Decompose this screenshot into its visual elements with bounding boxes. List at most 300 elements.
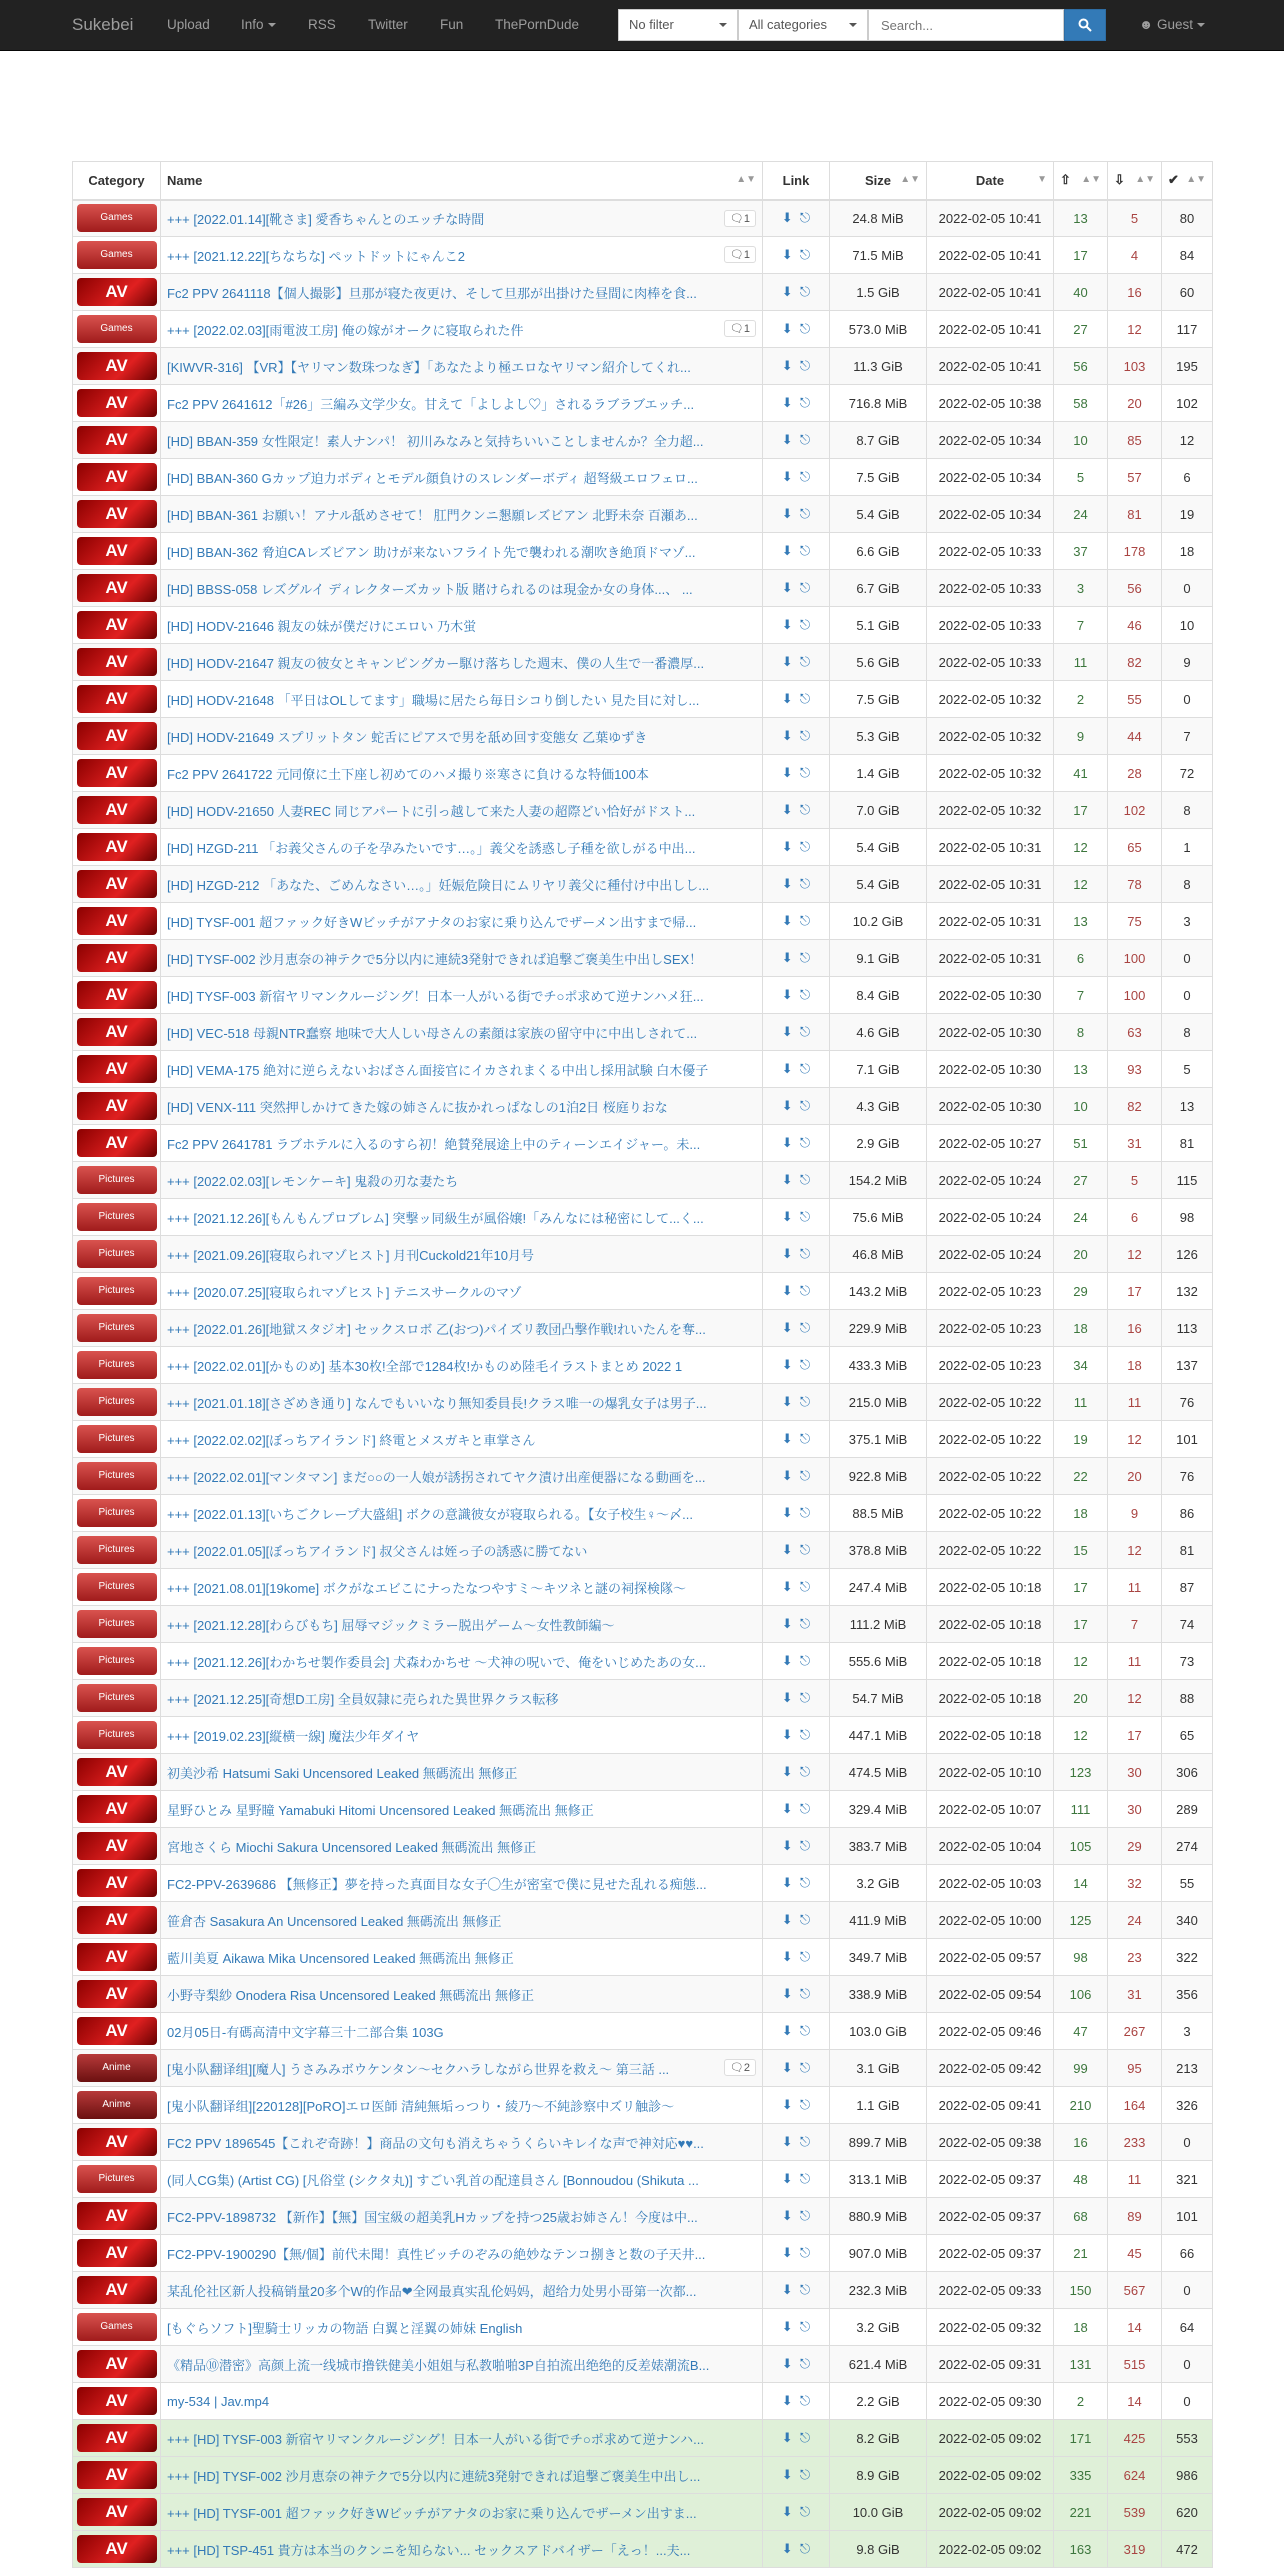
download-icon[interactable]: ⬇: [781, 1246, 793, 1261]
download-icon[interactable]: ⬇: [781, 580, 793, 595]
category-badge[interactable]: AV: [77, 1869, 157, 1897]
magnet-icon[interactable]: ⎋: [799, 2023, 811, 2038]
magnet-icon[interactable]: ⎋: [799, 950, 811, 965]
torrent-title-link[interactable]: my-534 | Jav.mp4: [167, 2393, 270, 2409]
magnet-icon[interactable]: ⎋: [799, 543, 811, 558]
category-badge[interactable]: AV: [77, 1092, 157, 1120]
download-icon[interactable]: ⬇: [781, 247, 793, 262]
category-badge[interactable]: Pictures: [77, 1462, 157, 1490]
category-badge[interactable]: Games: [77, 241, 157, 269]
category-badge[interactable]: Pictures: [77, 1351, 157, 1379]
torrent-title-link[interactable]: FC2 PPV 1896545【これぞ奇跡！】商品の文句も消えちゃうくらいキレイな声で神対応♥♥...: [167, 2135, 704, 2151]
download-icon[interactable]: ⬇: [781, 839, 793, 854]
download-icon[interactable]: ⬇: [781, 802, 793, 817]
category-badge[interactable]: AV: [77, 722, 157, 750]
download-icon[interactable]: ⬇: [781, 2393, 793, 2408]
category-badge[interactable]: Games: [77, 315, 157, 343]
magnet-icon[interactable]: ⎋: [799, 1838, 811, 1853]
magnet-icon[interactable]: ⎋: [799, 617, 811, 632]
category-badge[interactable]: AV: [77, 389, 157, 417]
torrent-title-link[interactable]: Fc2 PPV 2641118【個人撮影】旦那が寝た夜更け、そして旦那が出掛けた昼間に肉棒を食...: [167, 285, 697, 301]
category-badge[interactable]: AV: [77, 685, 157, 713]
category-badge[interactable]: Pictures: [77, 1277, 157, 1305]
torrent-title-link[interactable]: [もぐらソフト]聖騎士リッカの物語 白翼と淫翼の姉妹 English: [167, 2320, 523, 2336]
user-menu[interactable]: [1139, 17, 1205, 32]
magnet-icon[interactable]: ⎋: [799, 321, 811, 336]
completed-cell: 55: [1162, 1865, 1213, 1902]
download-icon[interactable]: ⬇: [781, 728, 793, 743]
magnet-icon[interactable]: ⎋: [799, 1468, 811, 1483]
nav-twitter[interactable]: Twitter: [368, 17, 408, 32]
torrent-title-link[interactable]: +++ [2021.01.18][さざめき通り] なんでもいいなり無知委員長!クラス唯一の爆乳女子は男子...: [167, 1395, 707, 1411]
torrent-title-link[interactable]: (同人CG集) (Artist CG) [凡俗堂 (シクタ丸)] すごい乳首の配達員さん [Bonnoudou (Shikuta ...: [167, 2172, 699, 2188]
download-icon[interactable]: ⬇: [781, 2245, 793, 2260]
torrent-title-link[interactable]: +++ [2022.01.26][地獄スタジオ] セックスロボ 乙(おつ)パイズリ教団凸撃作戦!れいたんを奪...: [167, 1321, 706, 1337]
header-leechers[interactable]: [1108, 162, 1162, 200]
category-badge[interactable]: Pictures: [77, 1203, 157, 1231]
table-row: [73, 348, 1213, 385]
torrent-title-link[interactable]: Fc2 PPV 2641722 元同僚に土下座し初めてのハメ撮り※寒さに負けるな特価100本: [167, 766, 649, 782]
download-icon[interactable]: ⬇: [781, 1838, 793, 1853]
download-icon[interactable]: ⬇: [781, 358, 793, 373]
torrent-title-link[interactable]: +++ [2022.01.13][いちごクレープ大盛組] ボクの意識彼女が寝取られる。【女子校生♀～〆...: [167, 1506, 693, 1522]
download-icon[interactable]: ⬇: [781, 1172, 793, 1187]
category-badge[interactable]: AV: [77, 648, 157, 676]
download-icon[interactable]: ⬇: [781, 1690, 793, 1705]
date-cell: 2022-02-05 10:27: [927, 1125, 1054, 1162]
category-badge[interactable]: AV: [77, 944, 157, 972]
download-icon[interactable]: ⬇: [781, 284, 793, 299]
magnet-icon[interactable]: ⎋: [799, 1616, 811, 1631]
category-badge[interactable]: Pictures: [77, 1314, 157, 1342]
filter-select[interactable]: [618, 9, 738, 41]
download-icon[interactable]: ⬇: [781, 1394, 793, 1409]
torrent-title-link[interactable]: +++ [2021.09.26][寝取られマゾヒスト] 月刊Cuckold21年10月号: [167, 1247, 535, 1263]
category-badge[interactable]: AV: [77, 870, 157, 898]
category-select[interactable]: [738, 9, 868, 41]
magnet-icon[interactable]: ⎋: [799, 1098, 811, 1113]
torrent-title-link[interactable]: 宮地さくら Miochi Sakura Uncensored Leaked 無碼流出 無修正: [167, 1839, 537, 1855]
torrent-title-link[interactable]: +++ [2021.12.26][わかちせ製作委員会] 犬森わかちせ ～犬神の呪いで、俺をいじめたあの女...: [167, 1654, 706, 1670]
torrent-title-link[interactable]: [HD] HODV-21646 親友の妹が僕だけにエロい 乃木蛍: [167, 618, 477, 634]
category-badge[interactable]: Games: [77, 204, 157, 232]
completed-cell: 0: [1162, 2383, 1213, 2420]
download-icon[interactable]: ⬇: [781, 1320, 793, 1335]
magnet-icon[interactable]: ⎋: [799, 2171, 811, 2186]
magnet-icon[interactable]: ⎋: [799, 1135, 811, 1150]
torrent-title-link[interactable]: +++ [HD] TYSF-003 新宿ヤリマンクルージング！日本一人がいる街でチ○ポ求めて逆ナンハ...: [167, 2431, 704, 2447]
torrent-title-link[interactable]: [HD] HODV-21648 「平日はOLしてます」職場に居たら毎日シコり倒したい 見た目に対し...: [167, 692, 700, 708]
download-icon[interactable]: ⬇: [781, 876, 793, 891]
category-badge[interactable]: Pictures: [77, 1573, 157, 1601]
category-cell: [73, 829, 161, 866]
download-icon[interactable]: ⬇: [781, 691, 793, 706]
category-badge[interactable]: AV: [77, 1906, 157, 1934]
download-icon[interactable]: ⬇: [781, 1727, 793, 1742]
torrent-title-link[interactable]: FC2-PPV-1898732 【新作】【無】国宝級の超美乳Hカップを持つ25歳お姉さん！今度は中...: [167, 2209, 698, 2225]
torrent-title-link[interactable]: 笹倉杏 Sasakura An Uncensored Leaked 無碼流出 無修正: [167, 1913, 502, 1929]
torrent-title-link[interactable]: +++ [2022.02.01][かものめ] 基本30枚!全部で1284枚!かものめ陸毛イラストまとめ 2022 1: [167, 1358, 683, 1374]
magnet-icon[interactable]: ⎋: [799, 1579, 811, 1594]
nav-info[interactable]: [241, 17, 276, 32]
download-icon[interactable]: ⬇: [781, 1949, 793, 1964]
magnet-icon[interactable]: ⎋: [799, 247, 811, 262]
nav-theporndude[interactable]: ThePornDude: [495, 17, 580, 32]
download-icon[interactable]: ⬇: [781, 1579, 793, 1594]
comments-badge[interactable]: [724, 246, 756, 263]
download-icon[interactable]: ⬇: [781, 2319, 793, 2334]
torrent-title-link[interactable]: [HD] HZGD-211 「お義父さんの子を孕みたいです…。」義父を誘惑し子種を欲しがる中出...: [167, 840, 696, 856]
category-cell: [73, 1051, 161, 1088]
torrent-title-link[interactable]: FC2-PPV-1900290【無/個】前代未聞！真性ビッチのぞみの絶妙なテンコ捌きと数の子天井...: [167, 2246, 706, 2262]
magnet-icon[interactable]: ⎋: [799, 2356, 811, 2371]
magnet-icon[interactable]: ⎋: [799, 210, 811, 226]
magnet-icon[interactable]: ⎋: [799, 1949, 811, 1964]
magnet-icon[interactable]: ⎋: [799, 987, 811, 1002]
magnet-icon[interactable]: ⎋: [799, 1542, 811, 1557]
category-badge[interactable]: Anime: [77, 2054, 157, 2082]
comments-count: 2: [743, 2062, 750, 2074]
leechers-cell: 63: [1108, 1014, 1162, 1051]
torrent-title-link[interactable]: +++ [2022.02.01][マンタマン] まだ○○の一人娘が誘拐されてヤク漬け出産便器になる動画を...: [167, 1469, 706, 1485]
torrent-title-link[interactable]: 小野寺梨紗 Onodera Risa Uncensored Leaked 無碼流出 無修正: [167, 1987, 535, 2003]
torrent-title-link[interactable]: [HD] BBAN-359 女性限定！素人ナンパ！ 初川みなみと気持ちいいことしませんか？全力超...: [167, 433, 704, 449]
category-badge[interactable]: AV: [77, 352, 157, 380]
category-badge[interactable]: AV: [77, 2239, 157, 2267]
download-icon[interactable]: ⬇: [781, 1912, 793, 1927]
download-icon[interactable]: ⬇: [781, 1505, 793, 1520]
brand-link[interactable]: Sukebei: [72, 15, 134, 34]
comments-badge[interactable]: [724, 2059, 756, 2076]
header-size[interactable]: [830, 162, 927, 200]
torrent-title-link[interactable]: [HD] VEC-518 母親NTR蠢察 地味で大人しい母さんの素顔は家族の留守中に中出しされて...: [167, 1025, 698, 1041]
magnet-icon[interactable]: ⎋: [799, 2134, 811, 2149]
download-icon[interactable]: ⬇: [781, 2208, 793, 2223]
torrent-title-link[interactable]: +++ [2022.02.02][ぼっちアイランド] 終電とメスガキと車掌さん: [167, 1432, 536, 1448]
magnet-icon[interactable]: ⎋: [799, 1431, 811, 1446]
category-badge[interactable]: Games: [77, 2313, 157, 2341]
torrent-title-link[interactable]: 某乱伦社区新人投稿销量20多个W的作品❤全网最真实乱伦妈妈，超给力处男小哥第一次都...: [167, 2283, 697, 2299]
nav-fun[interactable]: Fun: [440, 17, 464, 32]
magnet-icon[interactable]: ⎋: [799, 1246, 811, 1261]
magnet-icon[interactable]: ⎋: [799, 1024, 811, 1039]
magnet-icon[interactable]: ⎋: [799, 2097, 811, 2112]
top-navbar: [0, 0, 1284, 51]
download-icon[interactable]: ⬇: [781, 469, 793, 484]
magnet-icon[interactable]: ⎋: [799, 1764, 811, 1779]
magnet-icon[interactable]: ⎋: [799, 1727, 811, 1742]
category-badge[interactable]: Pictures: [77, 1425, 157, 1453]
magnet-icon[interactable]: ⎋: [799, 1320, 811, 1335]
download-icon[interactable]: ⬇: [781, 654, 793, 669]
download-icon[interactable]: ⬇: [781, 1431, 793, 1446]
torrent-title-link[interactable]: [HD] VEMA-175 絶対に逆らえないおばさん面接官にイカされまくる中出し採用試験 白木優子: [167, 1062, 709, 1078]
category-badge[interactable]: Pictures: [77, 1388, 157, 1416]
magnet-icon[interactable]: ⎋: [799, 2430, 811, 2445]
magnet-icon[interactable]: ⎋: [799, 2393, 811, 2408]
magnet-icon[interactable]: ⎋: [799, 1801, 811, 1816]
torrent-title-link[interactable]: +++ [2022.02.03][雨電波工房] 俺の嫁がオークに寝取られた件: [167, 322, 524, 338]
download-icon[interactable]: ⬇: [781, 432, 793, 447]
magnet-icon[interactable]: ⎋: [799, 765, 811, 780]
magnet-icon[interactable]: ⎋: [799, 2467, 811, 2482]
download-icon[interactable]: ⬇: [781, 1653, 793, 1668]
category-badge[interactable]: Anime: [77, 2091, 157, 2119]
magnet-icon[interactable]: ⎋: [799, 802, 811, 817]
torrent-title-link[interactable]: +++ [HD] TSP-451 貴方は本当のクンニを知らない... セックスアドバイザー「えっ！...夫...: [167, 2542, 691, 2558]
magnet-icon[interactable]: ⎋: [799, 1690, 811, 1705]
download-icon[interactable]: ⬇: [781, 2430, 793, 2445]
download-icon[interactable]: ⬇: [781, 2171, 793, 2186]
torrent-title-link[interactable]: +++ [HD] TYSF-002 沙月恵奈の神テクで5分以内に連続3発射できれば追撃ご褒美生中出し...: [167, 2468, 701, 2484]
magnet-icon[interactable]: ⎋: [799, 876, 811, 891]
torrent-title-link[interactable]: [鬼小队翻译组][220128][PoRO]エロ医師 清純無垢っつり・綾乃～不純診察中ズリ触診～: [167, 2098, 675, 2114]
torrent-title-link[interactable]: [HD] VENX-111 突然押しかけてきた嫁の姉さんに抜かれっぱなしの1泊2日 桜庭りおな: [167, 1099, 668, 1115]
torrent-title-link[interactable]: [HD] HODV-21647 親友の彼女とキャンピングカー駆け落ちした週末、僕の人生で一番濃厚...: [167, 655, 705, 671]
category-badge[interactable]: Pictures: [77, 2165, 157, 2193]
magnet-icon[interactable]: ⎋: [799, 284, 811, 299]
magnet-icon[interactable]: ⎋: [799, 1986, 811, 2001]
download-icon[interactable]: ⬇: [781, 2504, 793, 2519]
download-icon[interactable]: ⬇: [781, 2023, 793, 2038]
torrent-title-link[interactable]: +++ [2021.12.22][ちなちな] ペットドットにゃんこ2: [167, 248, 465, 264]
download-icon[interactable]: ⬇: [781, 1283, 793, 1298]
download-icon[interactable]: ⬇: [781, 210, 793, 226]
download-icon[interactable]: ⬇: [781, 1209, 793, 1224]
leechers-cell: 11: [1108, 1643, 1162, 1680]
magnet-icon[interactable]: ⎋: [799, 395, 811, 410]
torrent-title-link[interactable]: +++ [2019.02.23][縦横一線] 魔法少年ダイヤ: [167, 1728, 420, 1744]
category-badge[interactable]: AV: [77, 759, 157, 787]
torrent-title-link[interactable]: [KIWVR-316] 【VR】【ヤリマン数珠つなぎ】「あなたより極エロなヤリマン紹介してくれ...: [167, 359, 691, 375]
category-badge[interactable]: AV: [77, 2350, 157, 2378]
category-badge[interactable]: Pictures: [77, 1684, 157, 1712]
magnet-icon[interactable]: ⎋: [799, 2245, 811, 2260]
header-completed[interactable]: [1162, 162, 1213, 200]
category-badge[interactable]: AV: [77, 1758, 157, 1786]
magnet-icon[interactable]: ⎋: [799, 2208, 811, 2223]
download-icon[interactable]: ⬇: [781, 1801, 793, 1816]
seeders-cell: 2: [1054, 2383, 1108, 2420]
torrent-title-link[interactable]: 星野ひとみ 星野瞳 Yamabuki Hitomi Uncensored Leaked 無碼流出 無修正: [167, 1802, 594, 1818]
category-badge[interactable]: AV: [77, 2128, 157, 2156]
header-seeders[interactable]: [1054, 162, 1108, 200]
category-badge[interactable]: AV: [77, 574, 157, 602]
torrent-title-link[interactable]: 《精品⑩潜密》高颜上流一线城市撸铁健美小姐姐与私教啪啪3P自拍流出绝绝的反差婊潮流B...: [167, 2357, 710, 2373]
category-badge[interactable]: AV: [77, 426, 157, 454]
torrent-title-link[interactable]: +++ [2022.01.05][ぼっちアイランド] 叔父さんは姪っ子の誘惑に勝てない: [167, 1543, 588, 1559]
category-badge[interactable]: AV: [77, 2424, 157, 2452]
category-badge[interactable]: Pictures: [77, 1166, 157, 1194]
download-icon[interactable]: ⬇: [781, 1764, 793, 1779]
header-name[interactable]: [161, 162, 763, 200]
download-icon[interactable]: ⬇: [781, 1468, 793, 1483]
date-cell: 2022-02-05 10:22: [927, 1532, 1054, 1569]
category-badge[interactable]: AV: [77, 1055, 157, 1083]
category-badge[interactable]: Pictures: [77, 1240, 157, 1268]
torrent-title-link[interactable]: [HD] TYSF-003 新宿ヤリマンクルージング！日本一人がいる街でチ○ポ求めて逆ナンハメ狂...: [167, 988, 704, 1004]
magnet-icon[interactable]: ⎋: [799, 2541, 811, 2556]
torrent-title-link[interactable]: [HD] BBAN-360 Gカップ迫力ボディとモデル顔負けのスレンダーボディ 超弩級エロフェロ...: [167, 470, 698, 486]
magnet-icon[interactable]: ⎋: [799, 1172, 811, 1187]
nav-upload[interactable]: Upload: [167, 17, 210, 32]
magnet-icon[interactable]: ⎋: [799, 2504, 811, 2519]
magnet-icon[interactable]: ⎋: [799, 358, 811, 373]
magnet-icon[interactable]: ⎋: [799, 1653, 811, 1668]
download-icon[interactable]: ⬇: [781, 913, 793, 928]
category-badge[interactable]: AV: [77, 2276, 157, 2304]
torrent-title-link[interactable]: +++ [2020.07.25][寝取られマゾヒスト] テニスサークルのマゾ: [167, 1284, 522, 1300]
magnet-icon[interactable]: ⎋: [799, 2319, 811, 2334]
category-badge[interactable]: AV: [77, 907, 157, 935]
magnet-icon[interactable]: ⎋: [799, 728, 811, 743]
torrent-title-link[interactable]: Fc2 PPV 2641612「#26」三編み文学少女。甘えて「よしよし♡」されるラブラブエッチ...: [167, 396, 695, 412]
category-badge[interactable]: AV: [77, 796, 157, 824]
magnet-icon[interactable]: ⎋: [799, 506, 811, 521]
category-badge[interactable]: Pictures: [77, 1721, 157, 1749]
torrent-title-link[interactable]: +++ [2021.08.01][19kome] ボクがなエビこにナったなつやすミ～キツネと謎の祠探検隊～: [167, 1580, 686, 1596]
category-badge[interactable]: AV: [77, 2535, 157, 2563]
category-badge[interactable]: AV: [77, 2461, 157, 2489]
download-icon[interactable]: ⬇: [781, 2541, 793, 2556]
download-icon[interactable]: ⬇: [781, 987, 793, 1002]
download-icon[interactable]: ⬇: [781, 1357, 793, 1372]
torrent-title-link[interactable]: 02月05日-有碼高清中文字幕三十二部合集 103G: [167, 2024, 444, 2040]
category-badge[interactable]: AV: [77, 2017, 157, 2045]
torrent-title-link[interactable]: 藍川美夏 Aikawa Mika Uncensored Leaked 無碼流出 無修正: [167, 1950, 514, 1966]
comments-badge[interactable]: [724, 320, 756, 337]
torrent-title-link[interactable]: [鬼小队翻译组][魔人] うさみみボウケンタン～セクハラしながら世界を救え～ 第三話 ...: [167, 2061, 670, 2077]
download-icon[interactable]: ⬇: [781, 1542, 793, 1557]
magnet-icon[interactable]: ⎋: [799, 1061, 811, 1076]
download-icon[interactable]: ⬇: [781, 2282, 793, 2297]
magnet-icon[interactable]: ⎋: [799, 654, 811, 669]
category-badge[interactable]: AV: [77, 1832, 157, 1860]
category-badge[interactable]: AV: [77, 1943, 157, 1971]
torrent-title-link[interactable]: +++ [2021.12.26][もんもんプロブレム] 突撃ッ同級生が風俗嬢!「みんなには秘密にして...く...: [167, 1210, 704, 1226]
download-icon[interactable]: ⬇: [781, 1135, 793, 1150]
category-badge[interactable]: AV: [77, 1980, 157, 2008]
torrent-title-link[interactable]: +++ [2022.02.03][レモンケーキ] 鬼殺の刃な妻たち: [167, 1173, 459, 1189]
magnet-icon[interactable]: ⎋: [799, 2060, 811, 2075]
links-cell: [763, 496, 830, 533]
table-row: [73, 1088, 1213, 1125]
magnet-icon[interactable]: ⎋: [799, 691, 811, 706]
torrent-title-link[interactable]: FC2-PPV-2639686 【無修正】夢を持った真面目な女子◯生が密室で僕に見せた乱れる痴態...: [167, 1876, 707, 1892]
category-badge[interactable]: AV: [77, 1129, 157, 1157]
magnet-icon[interactable]: ⎋: [799, 432, 811, 447]
magnet-icon[interactable]: ⎋: [799, 1357, 811, 1372]
torrent-title-link[interactable]: Fc2 PPV 2641781 ラブホテルに入るのすら初！絶賛発展途上中のティーンエイジャー。未...: [167, 1136, 701, 1152]
leechers-cell: 164: [1108, 2087, 1162, 2124]
download-icon[interactable]: ⬇: [781, 2097, 793, 2112]
header-date[interactable]: [927, 162, 1054, 200]
torrent-title-link[interactable]: [HD] TYSF-001 超ファック好きWビッチがアナタのお家に乗り込んでザーメン出すまで帰...: [167, 914, 697, 930]
download-icon[interactable]: ⬇: [781, 2467, 793, 2482]
download-icon[interactable]: ⬇: [781, 2060, 793, 2075]
magnet-icon[interactable]: ⎋: [799, 469, 811, 484]
download-icon[interactable]: ⬇: [781, 321, 793, 336]
torrent-title-link[interactable]: [HD] TYSF-002 沙月恵奈の神テクで5分以内に連続3発射できれば追撃ご褒美生中出しSEX！: [167, 951, 703, 967]
category-badge[interactable]: AV: [77, 2498, 157, 2526]
torrent-title-link[interactable]: [HD] BBAN-362 脅迫CAレズビアン 助けが来ないフライト先で襲われる潮吹き絶頂ドマゾ...: [167, 544, 696, 560]
magnet-icon[interactable]: ⎋: [799, 2282, 811, 2297]
table-row: [73, 1421, 1213, 1458]
category-badge[interactable]: Pictures: [77, 1536, 157, 1564]
header-link: Link: [763, 162, 830, 200]
torrent-title-link[interactable]: [HD] HODV-21650 人妻REC 同じアパートに引っ越して来た人妻の超際どい恰好がドスト...: [167, 803, 696, 819]
download-icon[interactable]: ⬇: [781, 543, 793, 558]
download-icon[interactable]: ⬇: [781, 765, 793, 780]
torrent-title-link[interactable]: +++ [2021.12.25][奇想D工房] 全員奴隷に売られた異世界クラス転移: [167, 1691, 559, 1707]
download-icon[interactable]: ⬇: [781, 1986, 793, 2001]
category-badge[interactable]: AV: [77, 611, 157, 639]
download-icon[interactable]: ⬇: [781, 2356, 793, 2371]
download-icon[interactable]: ⬇: [781, 506, 793, 521]
magnet-icon[interactable]: ⎋: [799, 1283, 811, 1298]
download-icon[interactable]: ⬇: [781, 617, 793, 632]
category-badge[interactable]: Pictures: [77, 1610, 157, 1638]
magnet-icon[interactable]: ⎋: [799, 1912, 811, 1927]
category-badge[interactable]: AV: [77, 2202, 157, 2230]
category-badge[interactable]: AV: [77, 463, 157, 491]
torrent-title-link[interactable]: [HD] HODV-21649 スプリットタン 蛇舌にピアスで男を舐め回す変態女 乙葉ゆずき: [167, 729, 648, 745]
magnet-icon[interactable]: ⎋: [799, 1209, 811, 1224]
download-icon[interactable]: ⬇: [781, 2134, 793, 2149]
category-badge[interactable]: AV: [77, 500, 157, 528]
download-icon[interactable]: ⬇: [781, 1098, 793, 1113]
magnet-icon[interactable]: ⎋: [799, 913, 811, 928]
category-badge[interactable]: AV: [77, 1018, 157, 1046]
torrent-title-link[interactable]: +++ [2022.01.14][靴さま] 愛香ちゃんとのエッチな時間: [167, 211, 485, 227]
download-icon[interactable]: ⬇: [781, 1024, 793, 1039]
magnet-icon[interactable]: ⎋: [799, 839, 811, 854]
category-badge[interactable]: AV: [77, 1795, 157, 1823]
torrent-title-link[interactable]: [HD] HZGD-212 「あなた、ごめんなさい…。」妊娠危険日にムリヤリ義父に種付け中出しし...: [167, 877, 710, 893]
torrent-title-link[interactable]: +++ [HD] TYSF-001 超ファック好きWビッチがアナタのお家に乗り込んでザーメン出すま...: [167, 2505, 697, 2521]
magnet-icon[interactable]: ⎋: [799, 580, 811, 595]
links-cell: [763, 1754, 830, 1791]
links-cell: [763, 385, 830, 422]
category-badge[interactable]: Pictures: [77, 1499, 157, 1527]
category-badge[interactable]: AV: [77, 2387, 157, 2415]
nav-rss[interactable]: RSS: [308, 17, 336, 32]
torrent-title-link[interactable]: [HD] BBAN-361 お願い！アナル舐めさせて！ 肛門クンニ懇願レズビアン 北野未奈 百瀬あ...: [167, 507, 698, 523]
name-cell: [161, 459, 763, 496]
category-badge[interactable]: Pictures: [77, 1647, 157, 1675]
category-badge[interactable]: AV: [77, 981, 157, 1009]
torrent-title-link[interactable]: [HD] BBSS-058 レズグルイ ディレクターズカット版 賭けられるのは現金か女の身体...、 ...: [167, 581, 693, 597]
torrent-title-link[interactable]: 初美沙希 Hatsumi Saki Uncensored Leaked 無碼流出 無修正: [167, 1765, 518, 1781]
comments-badge[interactable]: [724, 210, 756, 227]
download-icon[interactable]: ⬇: [781, 1061, 793, 1076]
download-icon[interactable]: ⬇: [781, 395, 793, 410]
seeders-cell: 68: [1054, 2198, 1108, 2235]
category-badge[interactable]: AV: [77, 537, 157, 565]
search-button[interactable]: [1064, 9, 1106, 41]
category-cell: [73, 1791, 161, 1828]
download-icon[interactable]: ⬇: [781, 1616, 793, 1631]
category-badge[interactable]: AV: [77, 833, 157, 861]
download-icon[interactable]: ⬇: [781, 1875, 793, 1890]
magnet-icon[interactable]: ⎋: [799, 1505, 811, 1520]
magnet-icon[interactable]: ⎋: [799, 1875, 811, 1890]
search-input[interactable]: [868, 9, 1064, 41]
torrent-title-link[interactable]: +++ [2021.12.28][わらびもち] 屈辱マジックミラー脱出ゲーム～女性教師編～: [167, 1617, 615, 1633]
magnet-icon[interactable]: ⎋: [799, 1394, 811, 1409]
category-badge[interactable]: AV: [77, 278, 157, 306]
download-icon[interactable]: ⬇: [781, 950, 793, 965]
